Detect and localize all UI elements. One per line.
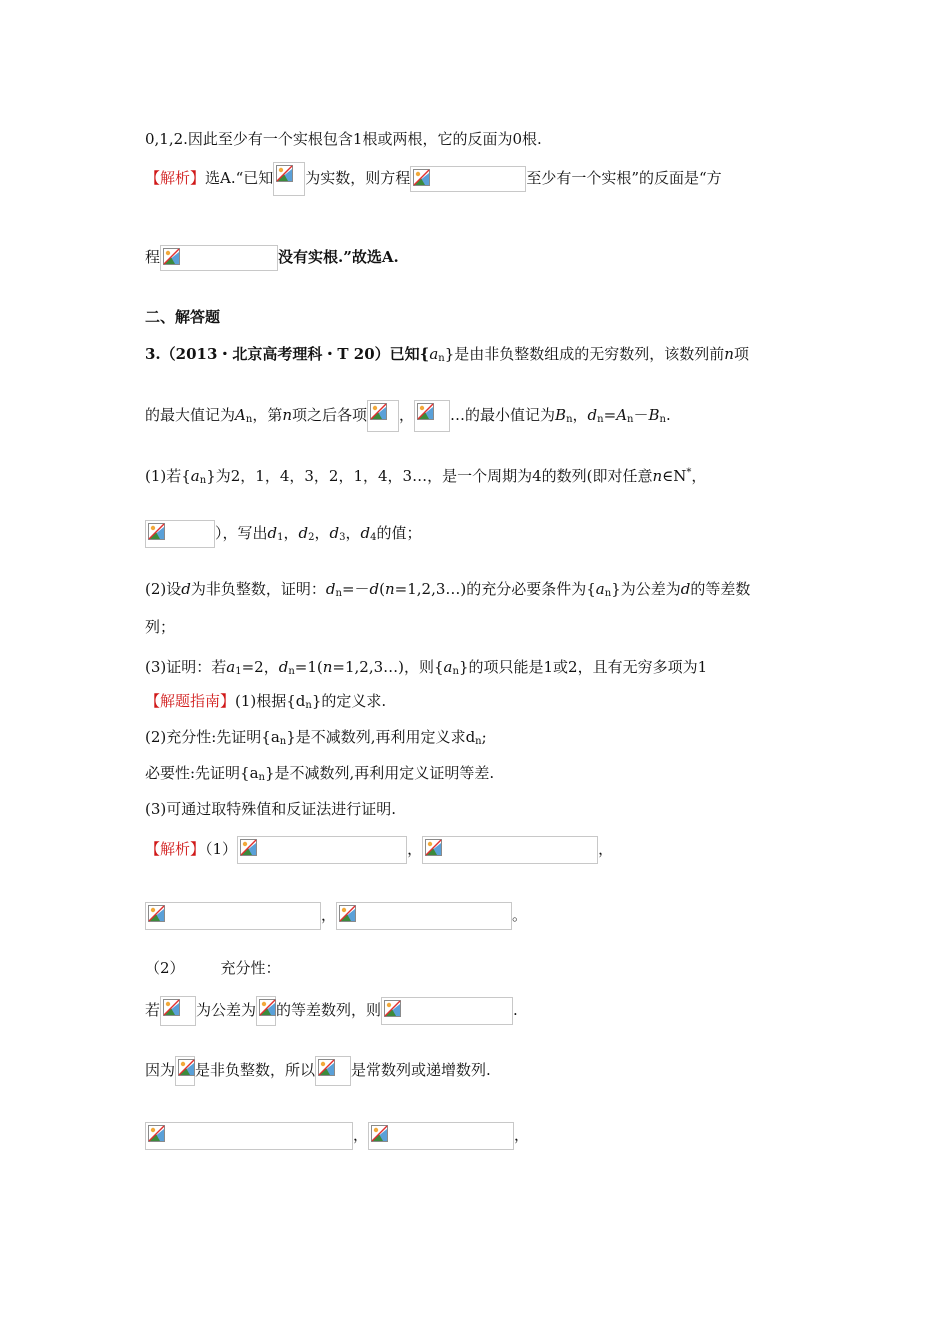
formula-image <box>414 400 450 432</box>
text-line: 0,1,2.因此至少有一个实根包含1根或两根，它的反面为0根. <box>145 130 542 148</box>
formula-image <box>381 997 513 1025</box>
formula-image <box>145 902 321 930</box>
solution-line: 因为 是非负整数，所以 是常数列或递增数列. <box>145 1056 491 1086</box>
broken-image-icon <box>425 839 442 856</box>
formula-image <box>315 1056 351 1086</box>
broken-image-icon <box>148 523 165 540</box>
solution-line: （2） 充分性： <box>145 959 281 977</box>
broken-image-icon <box>417 403 434 420</box>
question-line: (2)设d为非负整数，证明：$d_n=-d(n=1,2,3\dots)$的充分必要条件为$\{a_n\}$为公差为d的等差数 <box>145 580 751 599</box>
formula-image <box>410 166 526 192</box>
solution-line: ， ， <box>145 1122 529 1150</box>
section-heading: 二、解答题 <box>145 308 221 326</box>
guide-line: 必要性:先证明$\{a_n\}$是不减数列,再利用定义证明等差. <box>145 764 495 783</box>
broken-image-icon <box>148 1125 165 1142</box>
formula-image <box>256 996 276 1026</box>
broken-image-icon <box>384 1000 401 1017</box>
formula-image <box>422 836 598 864</box>
question-line: 3.（2013・北京高考理科・T 20）已知$\{a_n\}$是由非负整数组成的无穷数列，该数列前n项 <box>145 345 749 364</box>
guide-tag: 【解题指南】 <box>145 692 236 710</box>
broken-image-icon <box>413 169 430 186</box>
formula-image <box>336 902 512 930</box>
formula-image <box>368 1122 514 1150</box>
broken-image-icon <box>259 999 276 1016</box>
guide-line: (3)可通过取特殊值和反证法进行证明. <box>145 800 397 818</box>
broken-image-icon <box>339 905 356 922</box>
broken-image-icon <box>318 1059 335 1076</box>
question-line: (3)证明：若$a_1=2$，$d_n=1(n=1,2,3\dots)$，则$\{a_n\}$的项只能是1或2，且有无穷多项为1 <box>145 658 708 677</box>
formula-image <box>160 996 196 1026</box>
text-line: 【解析】选A.“已知 为实数，则方程 至少有一个实根”的反面是“方 <box>145 162 722 196</box>
question-line: ），写出$d_1$，$d_2$，$d_3$，$d_4$的值； <box>145 520 422 549</box>
guide-line: 【解题指南】(1)根据$\{d_n\}$的定义求. <box>145 692 387 711</box>
broken-image-icon <box>163 248 180 265</box>
formula-image <box>145 520 215 548</box>
formula-image <box>160 245 278 271</box>
solution-line: 【解析】（1） ， ， <box>145 836 613 864</box>
formula-image <box>367 400 399 432</box>
formula-image <box>237 836 407 864</box>
broken-image-icon <box>163 999 180 1016</box>
solution-tag: 【解析】 <box>145 169 206 187</box>
broken-image-icon <box>370 403 387 420</box>
broken-image-icon <box>178 1059 195 1076</box>
broken-image-icon <box>276 165 293 182</box>
formula-image <box>175 1056 195 1086</box>
broken-image-icon <box>371 1125 388 1142</box>
question-line: 列； <box>145 618 176 636</box>
question-line: 的最大值记为$A_n$，第n项之后各项 ， …的最小值记为$B_n$，$d_n=A_n-B_n$. <box>145 400 671 432</box>
question-line: (1)若$\{a_n\}$为2，1，4，3，2，1，4，3…，是一个周期为4的数列(即对任意n∈N*， <box>145 467 707 486</box>
formula-image <box>273 162 305 196</box>
solution-tag: 【解析】 <box>145 840 206 858</box>
solution-line: 若 为公差为 的等差数列，则 . <box>145 996 518 1026</box>
guide-line: (2)充分性:先证明$\{a_n\}$是不减数列,再利用定义求$d_n$; <box>145 728 487 747</box>
text-line: 程 没有实根.”故选A. <box>145 245 399 271</box>
formula-image <box>145 1122 353 1150</box>
solution-line: ， 。 <box>145 902 527 930</box>
broken-image-icon <box>240 839 257 856</box>
broken-image-icon <box>148 905 165 922</box>
